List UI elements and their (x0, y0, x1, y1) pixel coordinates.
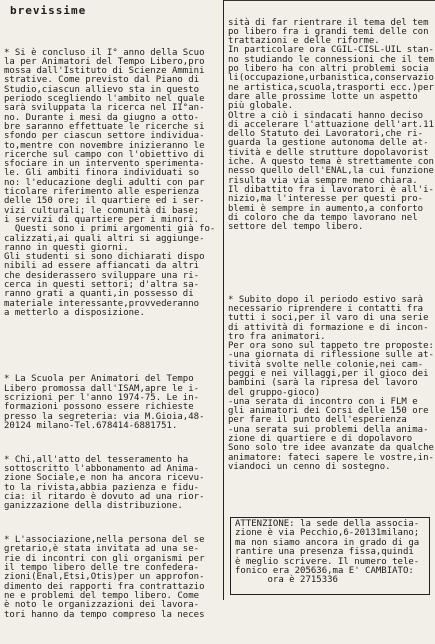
news-item-enrollment: * La Scuola per Animatori del Tempo Libero promossa dall'ISAM,apre le i- scrizioni per l'anno 1974-75. Le in- formazioni possono essere richieste presso la segreteria: via M.Gioia,48- 20124 milano-Tel.678414-6881751. (4, 374, 205, 431)
news-item-association: * L'associazione,nella persona del se gretario,è stata invitata ad una se- rie di incontri con gli organismi per il tempo libero delle tre confedera- zioni(Enal,Etsi,Otis)per un approfon- dimento dei rapporti fra contrattazio ne e problemi del tempo libero. Come è noto le organizzazioni dei lavora- tori hanno da tempo compreso la neces (4, 535, 205, 620)
news-item-subscription: * Chi,all'atto del tesseramento ha sottoscritto l'abbonamento ad Anima- zione Sociale,e non ha ancora ricevu- to la rivista,abbia pazienza e fidu- cia: il ritardo è dovuto ad una rior- ganizzazione della distribuzione. (4, 454, 205, 512)
attention-notice-box: ATTENZIONE: la sede della associa- zione è via Pecchio,6-20131milano; ma non siamo ancora in grado di ga rantire una presenza fissa,quindi è meglio scrivere. Il numero tele- fonico era 205636,ma E' CAMBIATO: ora è 2715336 (230, 517, 430, 595)
news-item-school-year: * Si è concluso il I° anno della Scuo la per Animatori del Tempo Libero,pro mossa dall'Istituto di Scienze Ammini strative. Come previsto dal Piano di Studio,ciascun allievo sta in questo periodo scegliendo l'ambito nel quale sarà sviluppata la ricerca nel II°an- no. Durante i mesi da giugno a otto- bre saranno effettuate le ricerche si sfondo per ciascun settore individua- to,mentre con novembre inizieranno le ricerche sul campo con l'obiettivo di sfociare in un intervento sperimenta- le. Gli ambiti finora individuati so no: l'educazione degli adulti con par ticolare riferimento alle esperienza delle 150 ore; il quartiere ed i ser- vizi culturali; le comunità di base; i servizi di quartiere per i minori. Questi sono i primi argomenti già fo- calizzati,ai quali altri si aggiunge- ranno in questi giorni. Gli studenti si sono dichiarati dispo nibili ad essere affiancati da altri che desiderassero sviluppare una ri- cerca in questi settori; d'altra sa- ranno grati a quanti,in possesso di materiale interessante,provvederanno a metterlo a disposizione. (4, 47, 216, 318)
right-column (228, 0, 433, 497)
left-column (4, 30, 222, 644)
spacer (4, 343, 222, 357)
section-heading: brevissime (10, 4, 87, 17)
column-divider (223, 0, 224, 600)
spacer (228, 257, 433, 277)
news-item-proposals: * Subito dopo il periodo estivo sarà necessario riprendere i contatti fra tutti i soci,per il varo di una serie di attività di formazione e di incon- tro fra animatori. Per ora sono sul tappeto tre proposte: -una giornata di riflessione sulle at- tività svolte nelle colonie,nei cam- peggi e nei villaggi,per il gioco dei bambini (sarà la ripresa del lavoro del gruppo-gioco) -una serata di incontro con i FLM e gli animatori dei Corsi delle 150 ore per fare il punto dell'esperienza -una serata sui problemi della anima- zione di quartiere e di dopolavoro Sono solo tre idee avanzate da qualche animatore: fateci sapere le vostre,in- viandoci un cenno di sostegno. (228, 294, 434, 472)
news-item-continuation: sità di far rientrare il tema del tem po libero fra i grandi temi delle con trattazioni e delle riforme. In particolare ora CGIL-CISL-UIL stan- no studiando le connessioni che il tem po libero ha con altri problemi socia li(occupazione,urbanistica,conservazio ne artistica,scuola,trasporti ecc.)per dare alle prossime lotte un aspetto più globale. Oltre a ciò i sindacati hanno deciso di accelerare l'attuazione dell'art.11 dello Statuto dei Lavoratori,che ri- guarda la gestione autonoma delle at- tività e delle strutture dopolavorist iche. A questo tema è strettamente con nesso quello dell'ENAL,la cui funzione risulta via via sempre meno chiara. Il dibattito fra i lavoratori è all'i- nizio,ma l'interesse per questi pro- blemi è sempre in aumento,a conforto di coloro che da tempo lavorano nel settore del tempo libero. (228, 17, 434, 233)
